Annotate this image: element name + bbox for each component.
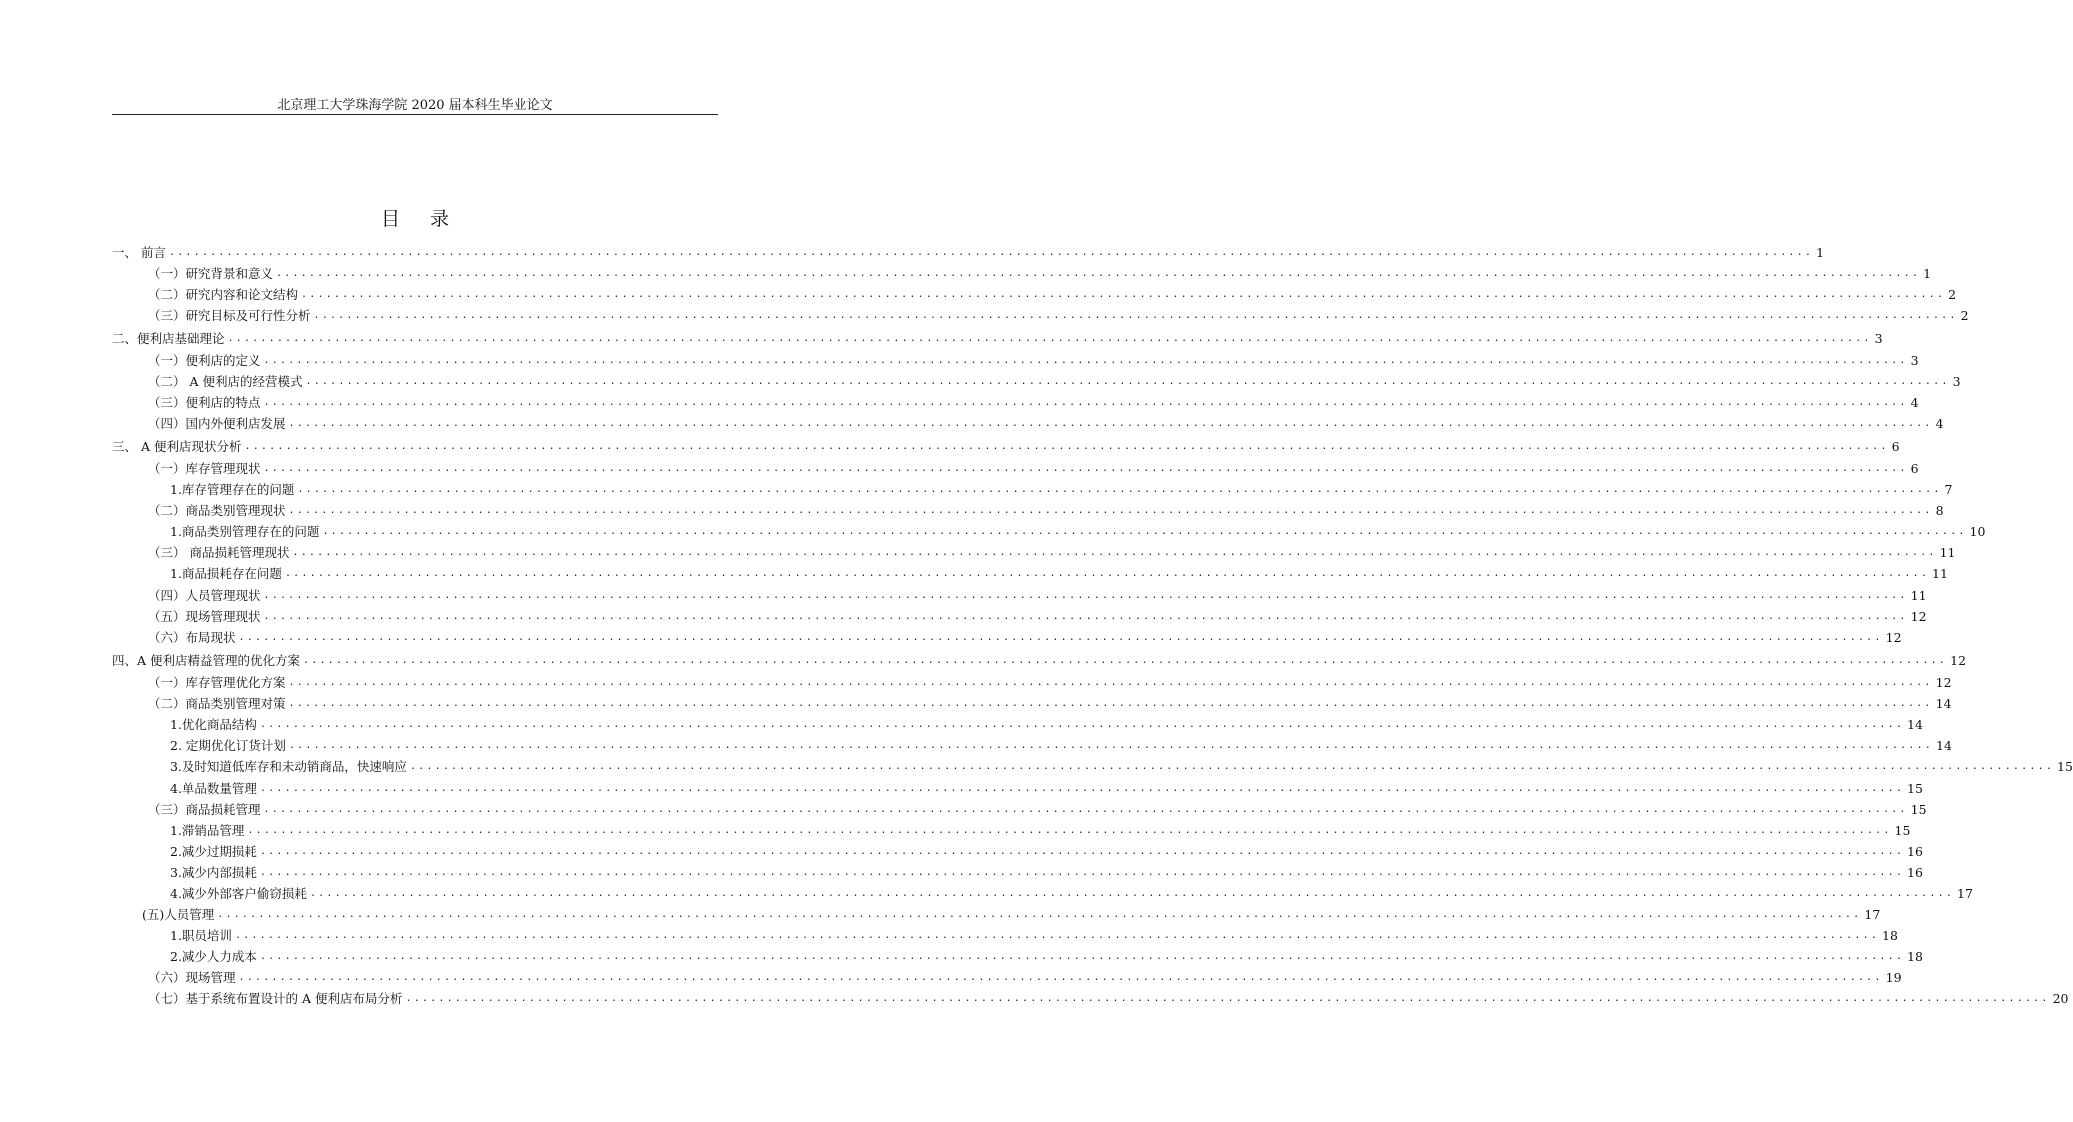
toc-entry-page: 6	[1910, 461, 1919, 476]
toc-entry[interactable]	[148, 502, 1944, 520]
toc-entry-label: （三） 商品损耗管理现状	[148, 545, 290, 560]
toc-entry-page: 2	[1948, 287, 1957, 302]
toc-entry[interactable]	[170, 885, 1973, 903]
toc-entry-page: 6	[1891, 439, 1900, 454]
toc-entry-label: 1.商品类别管理存在的问题	[170, 524, 320, 539]
toc-entry-page: 12	[1910, 609, 1927, 624]
toc-entry-label: （七）基于系统布置设计的 A 便利店布局分析	[148, 991, 403, 1006]
toc-leader-dots: ........................................................................................................................................................................................................	[259, 867, 1905, 878]
toc-entry-page: 10	[1969, 524, 1986, 539]
toc-entry-page: 17	[1864, 907, 1881, 922]
toc-entry-page: 3	[1952, 374, 1961, 389]
toc-entry-page: 15	[2057, 759, 2073, 774]
toc-entry[interactable]	[148, 460, 1919, 478]
toc-leader-dots: ........................................................................................................................................................................................................	[244, 441, 1889, 452]
toc-leader-dots: ........................................................................................................................................................................................................	[309, 888, 1955, 899]
toc-leader-dots: ........................................................................................................................................................................................................	[168, 247, 1814, 258]
toc-entry-label: 2.减少过期损耗	[170, 844, 257, 859]
toc-entry-page: 15	[1910, 802, 1927, 817]
toc-entry-label: 1.职员培训	[170, 928, 232, 943]
toc-leader-dots: ........................................................................................................................................................................................................	[259, 951, 1905, 962]
toc-entry-page: 11	[1910, 588, 1927, 603]
toc-entry-label: （二） A 便利店的经营模式	[148, 374, 303, 389]
toc-entry-page: 15	[1907, 781, 1923, 796]
toc-entry-label: 一、 前言	[112, 245, 166, 260]
toc-leader-dots: ........................................................................................................................................................................................................	[409, 761, 2055, 772]
toc-entry-page: 18	[1882, 928, 1898, 943]
toc-leader-dots: ........................................................................................................................................................................................................	[322, 526, 1967, 537]
toc-entry-label: 1.库存管理存在的问题	[170, 482, 295, 497]
toc-entry-page: 19	[1885, 970, 1902, 985]
toc-entry-page: 20	[2052, 991, 2069, 1006]
toc-entry-page: 14	[1907, 717, 1923, 732]
toc-leader-dots: ........................................................................................................................................................................................................	[405, 993, 2050, 1004]
toc-leader-dots: ........................................................................................................................................................................................................	[238, 632, 1883, 643]
toc-entry-label: （三）研究目标及可行性分析	[148, 308, 311, 323]
toc-entry-label: （五）现场管理现状	[148, 609, 261, 624]
toc-entry-page: 2	[1960, 308, 1969, 323]
toc-entry-page: 15	[1894, 823, 1911, 838]
toc-leader-dots: ........................................................................................................................................................................................................	[217, 909, 1862, 920]
toc-entry-label: （二）商品类别管理现状	[148, 503, 286, 518]
toc-leader-dots: ........................................................................................................................................................................................................	[288, 677, 1933, 688]
toc-entry-label: （三）便利店的特点	[148, 395, 261, 410]
toc-entry[interactable]	[170, 780, 1923, 798]
toc-entry[interactable]	[170, 523, 1986, 541]
toc-entry-label: （六）现场管理	[148, 970, 236, 985]
toc-entry[interactable]	[148, 307, 1969, 325]
toc-entry[interactable]	[170, 927, 1898, 945]
toc-entry[interactable]	[142, 906, 1881, 924]
toc-leader-dots: ........................................................................................................................................................................................................	[292, 547, 1937, 558]
toc-entry[interactable]	[170, 565, 1948, 583]
toc-entry[interactable]	[148, 801, 1927, 819]
toc-entry-label: （四）人员管理现状	[148, 588, 261, 603]
toc-entry-page: 14	[1935, 696, 1952, 711]
toc-leader-dots: ........................................................................................................................................................................................................	[238, 972, 1883, 983]
toc-entry-page: 4	[1935, 416, 1944, 431]
toc-entry-page: 17	[1957, 886, 1973, 901]
toc-entry-label: 4.减少外部客户偷窃损耗	[170, 886, 307, 901]
toc-entry-label: 3.及时知道低库存和未动销商品，快速响应	[170, 759, 407, 774]
toc-entry-page: 18	[1907, 949, 1923, 964]
toc-leader-dots: ........................................................................................................................................................................................................	[297, 484, 1942, 495]
toc-entry-page: 1	[1923, 266, 1932, 281]
toc-entry[interactable]	[148, 544, 1956, 562]
toc-entry-label: （一）便利店的定义	[148, 353, 261, 368]
toc-entry-page: 14	[1936, 738, 1952, 753]
toc-leader-dots: ........................................................................................................................................................................................................	[305, 376, 1950, 387]
toc-leader-dots: ........................................................................................................................................................................................................	[263, 590, 1908, 601]
toc-entry[interactable]	[170, 948, 1923, 966]
toc-entry-label: 3.减少内部损耗	[170, 865, 257, 880]
toc-entry-label: （二）商品类别管理对策	[148, 696, 286, 711]
toc-entry[interactable]	[148, 969, 1902, 987]
toc-entry-page: 12	[1950, 653, 1967, 668]
toc-entry-page: 1	[1816, 245, 1825, 260]
toc-entry-label: 1.优化商品结构	[170, 717, 257, 732]
toc-entry-label: (五)人员管理	[142, 907, 215, 922]
toc-entry-page: 4	[1910, 395, 1919, 410]
toc-entry-page: 7	[1944, 482, 1953, 497]
toc-entry[interactable]	[170, 864, 1923, 882]
toc-leader-dots: ........................................................................................................................................................................................................	[259, 719, 1905, 730]
toc-leader-dots: ........................................................................................................................................................................................................	[301, 289, 1946, 300]
toc-leader-dots: ........................................................................................................................................................................................................	[263, 804, 1908, 815]
toc-leader-dots: ........................................................................................................................................................................................................	[276, 268, 1921, 279]
toc-entry-page: 16	[1907, 844, 1923, 859]
toc-entry-label: （二）研究内容和论文结构	[148, 287, 299, 302]
toc-leader-dots: ........................................................................................................................................................................................................	[303, 655, 1948, 666]
toc-leader-dots: ........................................................................................................................................................................................................	[263, 611, 1908, 622]
toc-entry[interactable]	[148, 990, 2069, 1008]
toc-entry-label: （一）库存管理优化方案	[148, 675, 286, 690]
toc-leader-dots: ........................................................................................................................................................................................................	[288, 418, 1933, 429]
toc-leader-dots: ........................................................................................................................................................................................................	[288, 698, 1933, 709]
toc-entry[interactable]	[148, 265, 1932, 283]
toc-entry-label: 4.单品数量管理	[170, 781, 257, 796]
header-rule	[112, 114, 718, 115]
toc-leader-dots: ........................................................................................................................................................................................................	[263, 397, 1908, 408]
toc-leader-dots: ........................................................................................................................................................................................................	[259, 783, 1905, 794]
toc-leader-dots: ........................................................................................................................................................................................................	[234, 930, 1880, 941]
toc-entry[interactable]	[148, 608, 1927, 626]
toc-leader-dots: ........................................................................................................................................................................................................	[263, 355, 1908, 366]
toc-entry[interactable]	[148, 394, 1919, 412]
toc-entry[interactable]	[170, 716, 1923, 734]
toc-entry-label: 2.减少人力成本	[170, 949, 257, 964]
toc-entry[interactable]	[170, 843, 1923, 861]
toc-entry-page: 12	[1885, 630, 1902, 645]
toc-entry-label: 1.商品损耗存在问题	[170, 566, 282, 581]
toc-entry[interactable]	[148, 373, 1961, 391]
toc-leader-dots: ........................................................................................................................................................................................................	[284, 568, 1930, 579]
toc-entry-label: （四）国内外便利店发展	[148, 416, 286, 431]
toc-entry[interactable]	[148, 352, 1919, 370]
toc-leader-dots: ........................................................................................................................................................................................................	[313, 310, 1958, 321]
toc-leader-dots: ........................................................................................................................................................................................................	[259, 846, 1905, 857]
toc-entry-label: 1.滞销品管理	[170, 823, 245, 838]
toc-entry[interactable]	[148, 629, 1902, 647]
toc-entry-page: 11	[1932, 566, 1948, 581]
toc-entry-page: 16	[1907, 865, 1923, 880]
toc-entry-label: 三、 A 便利店现状分析	[112, 439, 242, 454]
toc-title: 目 录	[380, 208, 462, 230]
toc-entry-label: 2. 定期优化订货计划	[170, 738, 286, 753]
toc-entry[interactable]	[170, 737, 1952, 755]
toc-leader-dots: ........................................................................................................................................................................................................	[227, 333, 1872, 344]
toc-entry[interactable]	[112, 244, 1825, 262]
toc-entry[interactable]	[148, 695, 1952, 713]
toc-entry[interactable]	[112, 438, 1900, 456]
toc-entry-page: 12	[1935, 675, 1952, 690]
toc-entry-label: （六）布局现状	[148, 630, 236, 645]
toc-leader-dots: ........................................................................................................................................................................................................	[288, 505, 1933, 516]
toc-entry-label: （一）研究背景和意义	[148, 266, 274, 281]
toc-leader-dots: ........................................................................................................................................................................................................	[263, 463, 1908, 474]
toc-leader-dots: ........................................................................................................................................................................................................	[247, 825, 1892, 836]
toc-entry[interactable]	[170, 758, 2073, 776]
toc-entry-page: 8	[1935, 503, 1944, 518]
toc-entry-page: 3	[1910, 353, 1919, 368]
toc-entry-label: （一）库存管理现状	[148, 461, 261, 476]
toc-entry[interactable]	[148, 587, 1927, 605]
toc-entry[interactable]	[170, 822, 1911, 840]
toc-entry[interactable]	[148, 415, 1944, 433]
toc-entry-label: （三）商品损耗管理	[148, 802, 261, 817]
page-header: 北京理工大学珠海学院 2020 届本科生毕业论文	[277, 98, 553, 113]
toc-entry[interactable]	[112, 330, 1883, 348]
toc-entry[interactable]	[148, 674, 1952, 692]
toc-entry[interactable]	[112, 652, 1967, 670]
toc-entry-label: 二、便利店基础理论	[112, 331, 225, 346]
toc-entry[interactable]	[148, 286, 1957, 304]
toc-entry-label: 四、A 便利店精益管理的优化方案	[112, 653, 301, 668]
toc-entry[interactable]	[170, 481, 1953, 499]
toc-entry-page: 3	[1874, 331, 1883, 346]
toc-entry-page: 11	[1939, 545, 1956, 560]
toc-leader-dots: ........................................................................................................................................................................................................	[288, 740, 1934, 751]
